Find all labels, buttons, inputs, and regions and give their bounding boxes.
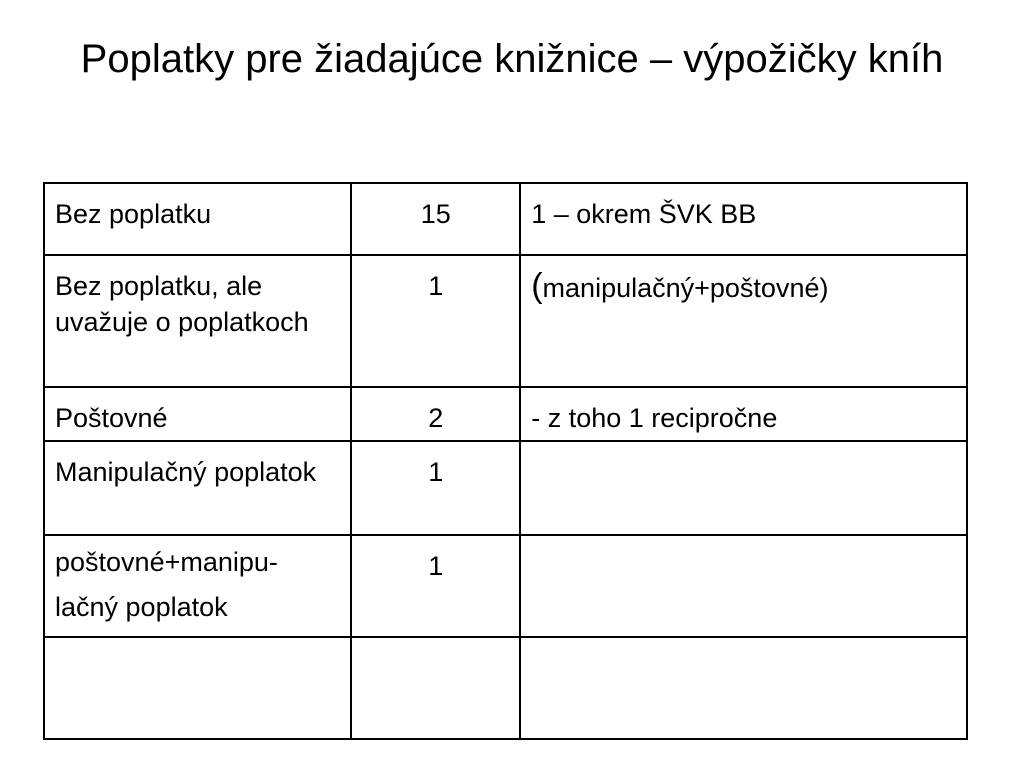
count-cell: 1 [351, 535, 520, 637]
count-cell: 15 [351, 183, 520, 255]
table-row [44, 183, 967, 255]
table-row [44, 441, 967, 535]
category-line: poštovné+manipu- [55, 547, 278, 577]
category-cell: Poštovné [44, 387, 351, 441]
note-cell [520, 535, 967, 637]
slide-title: Poplatky pre žiadajúce knižnice – výpožičky kníh [80, 37, 944, 81]
note-cell [520, 637, 967, 739]
note-cell [520, 441, 967, 535]
note-cell: 1 – okrem ŠVK BB [520, 183, 967, 255]
note-cell: - z toho 1 recipročne [520, 387, 967, 441]
table-row [44, 387, 967, 441]
table-row [44, 637, 967, 739]
category-cell: Bez poplatku, ale uvažuje o poplatkoch [44, 255, 351, 387]
count-cell: 2 [351, 387, 520, 441]
category-cell [44, 637, 351, 739]
count-cell [351, 637, 520, 739]
category-cell: Bez poplatku [44, 183, 351, 255]
note-paren: ( [531, 267, 543, 305]
category-line: lačný poplatok [55, 592, 228, 622]
count-cell: 1 [351, 441, 520, 535]
note-text: manipulačný+poštovné) [542, 273, 829, 303]
count-cell: 1 [351, 255, 520, 387]
table-row [44, 535, 967, 637]
fee-table [43, 182, 968, 740]
category-cell: Manipulačný poplatok [44, 441, 351, 535]
category-cell [44, 535, 351, 637]
table-row [44, 255, 967, 387]
note-cell [520, 255, 967, 387]
